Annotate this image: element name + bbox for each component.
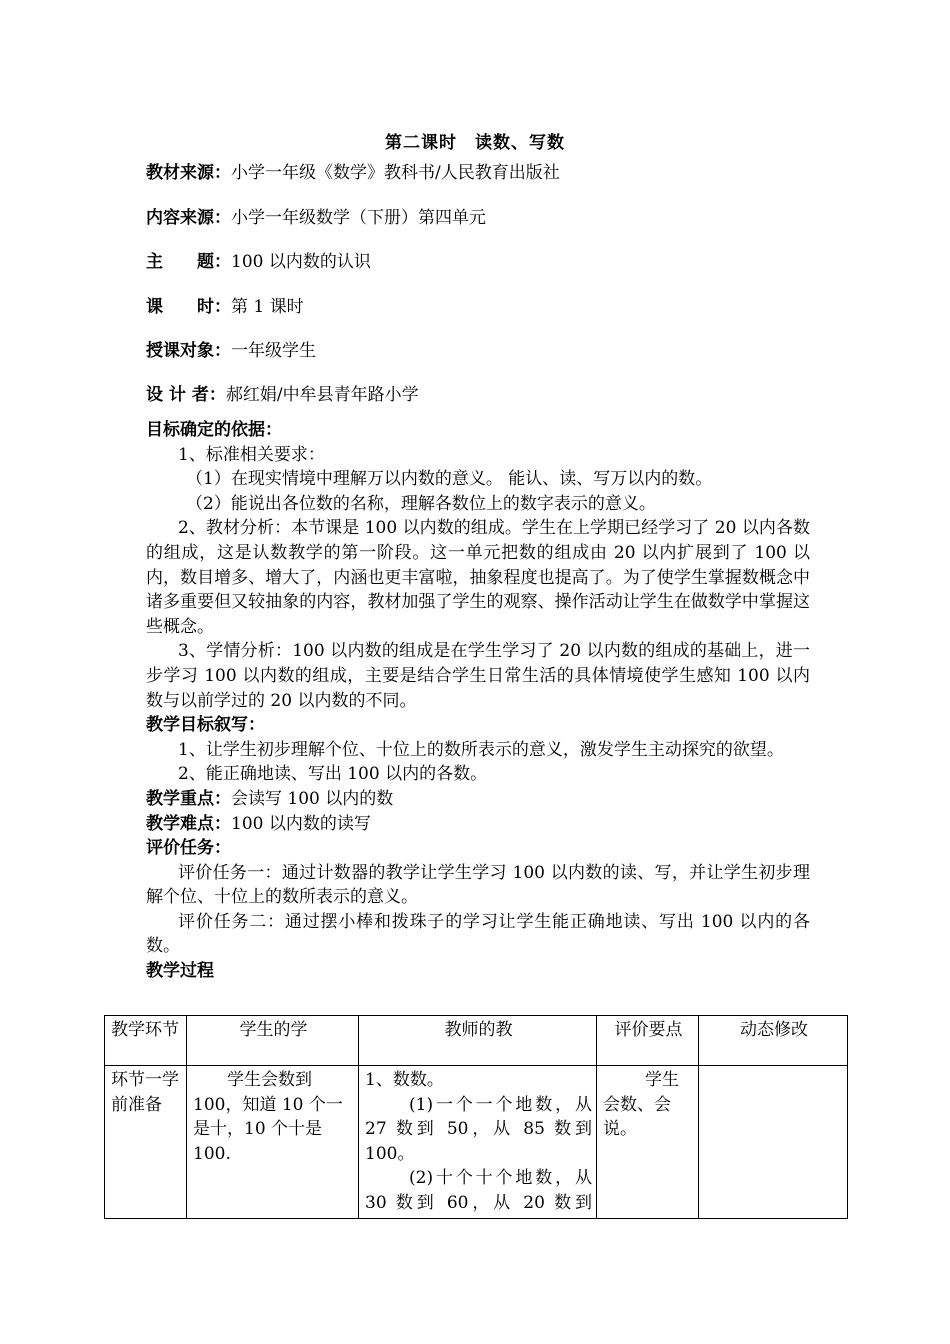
basis-heading: 目标确定的依据：	[146, 420, 282, 440]
header-evaluation-points: 评价要点	[597, 1016, 699, 1066]
teacher-line-1: 1、数数。	[365, 1070, 444, 1090]
goal-item-1: 1、让学生初步理解个位、十位上的数所表示的意义，激发学生主动探究的欲望。	[178, 739, 784, 760]
meta-label: 授课对象：	[146, 341, 231, 361]
difficulty-value: 100 以内数的读写	[231, 813, 371, 834]
meta-value: 100 以内数的认识	[231, 252, 371, 272]
meta-label: 教材来源：	[146, 163, 231, 183]
document-body	[146, 418, 810, 984]
meta-label: 课 时：	[146, 297, 231, 317]
meta-period	[146, 296, 304, 318]
meta-value: 一年级学生	[231, 341, 316, 361]
meta-value: 小学一年级《数学》教科书/人民教育出版社	[231, 163, 560, 183]
teacher-line-3: (2)十个十个地数，从 30 数到 60，从 20 数到	[365, 1168, 592, 1213]
meta-label: 设 计 者：	[146, 385, 226, 405]
cell-revision	[699, 1066, 848, 1219]
evaluation-task-2: 评价任务二：通过摆小棒和拨珠子的学习让学生能正确地读、写出 100 以内的各数。	[146, 911, 810, 957]
meta-label: 主 题：	[146, 252, 231, 272]
meta-content-source	[146, 207, 486, 229]
header-teacher-teaching: 教师的教	[359, 1016, 597, 1066]
evaluation-text: 学生会数、会说。	[603, 1070, 679, 1140]
key-point	[146, 787, 810, 812]
meta-topic	[146, 251, 371, 273]
goal-item-2: 2、能正确地读、写出 100 以内的各数。	[178, 764, 488, 785]
key-point-value: 会读写 100 以内的数	[231, 788, 394, 809]
header-dynamic-revision: 动态修改	[699, 1016, 848, 1066]
standard-item-1: （1）在现实情境中理解万以内数的意义。 能认、读、写万以内的数。	[186, 469, 713, 490]
meta-audience	[146, 340, 316, 362]
lesson-title: 第二课时 读数、写数	[385, 133, 565, 153]
learner-analysis: 3、学情分析：100 以内数的组成是在学生学习了 20 以内数的组成的基础上，进一步学习 100 以内数的组成，主要是结合学生日常生活的具体情境使学生感知 100 以内数与以前学过的 20 以内数的不同。	[146, 641, 810, 711]
header-student-learning: 学生的学	[187, 1016, 359, 1066]
student-text: 学生会数到 100，知道 10 个一是十，10 个十是 100.	[193, 1070, 343, 1164]
cell-stage: 环节一学前准备	[105, 1066, 187, 1219]
cell-teacher	[359, 1066, 597, 1219]
table-header-row	[105, 1016, 848, 1066]
evaluation-heading: 评价任务：	[146, 838, 231, 859]
cell-student	[187, 1066, 359, 1219]
difficulty-label: 教学难点：	[146, 813, 231, 834]
header-stage: 教学环节	[105, 1016, 187, 1066]
meta-designer	[146, 384, 419, 406]
meta-value: 第 1 课时	[231, 297, 304, 317]
meta-value: 郝红娟/中牟县青年路小学	[225, 385, 419, 405]
teaching-process-table	[104, 1015, 848, 1219]
table-row	[105, 1066, 848, 1219]
material-analysis: 2、教材分析：本节课是 100 以内数的组成。学生在上学期已经学习了 20 以内各数的组成，这是认数教学的第一阶段。这一单元把数的组成由 20 以内扩展到了 100 以内，数目增多、增大了，内涵也更丰富啦，抽象程度也提高了。为了使学生掌握数概念中诸多重要但又较抽象的内容，教材加强了学生的观察、操作活动让学生在做数学中掌握这些概念。	[146, 518, 810, 637]
process-heading: 教学过程	[146, 961, 214, 982]
meta-textbook-source	[146, 162, 560, 184]
cell-evaluation	[597, 1066, 699, 1219]
difficulty	[146, 812, 810, 837]
meta-value: 小学一年级数学（下册）第四单元	[231, 208, 486, 228]
teacher-line-2: (1)一个一个地数，从 27 数到 50，从 85 数到 100。	[365, 1094, 592, 1164]
key-point-label: 教学重点：	[146, 788, 231, 809]
standard-item-2: （2）能说出各位数的名称，理解各数位上的数字表示的意义。	[186, 493, 656, 514]
evaluation-task-1: 评价任务一：通过计数器的教学让学生学习 100 以内数的读、写，并让学生初步理解个位、十位上的数所表示的意义。	[146, 862, 810, 908]
standard-title: 1、标准相关要求：	[178, 444, 325, 465]
meta-label: 内容来源：	[146, 208, 231, 228]
goals-heading: 教学目标叙写：	[146, 715, 265, 736]
